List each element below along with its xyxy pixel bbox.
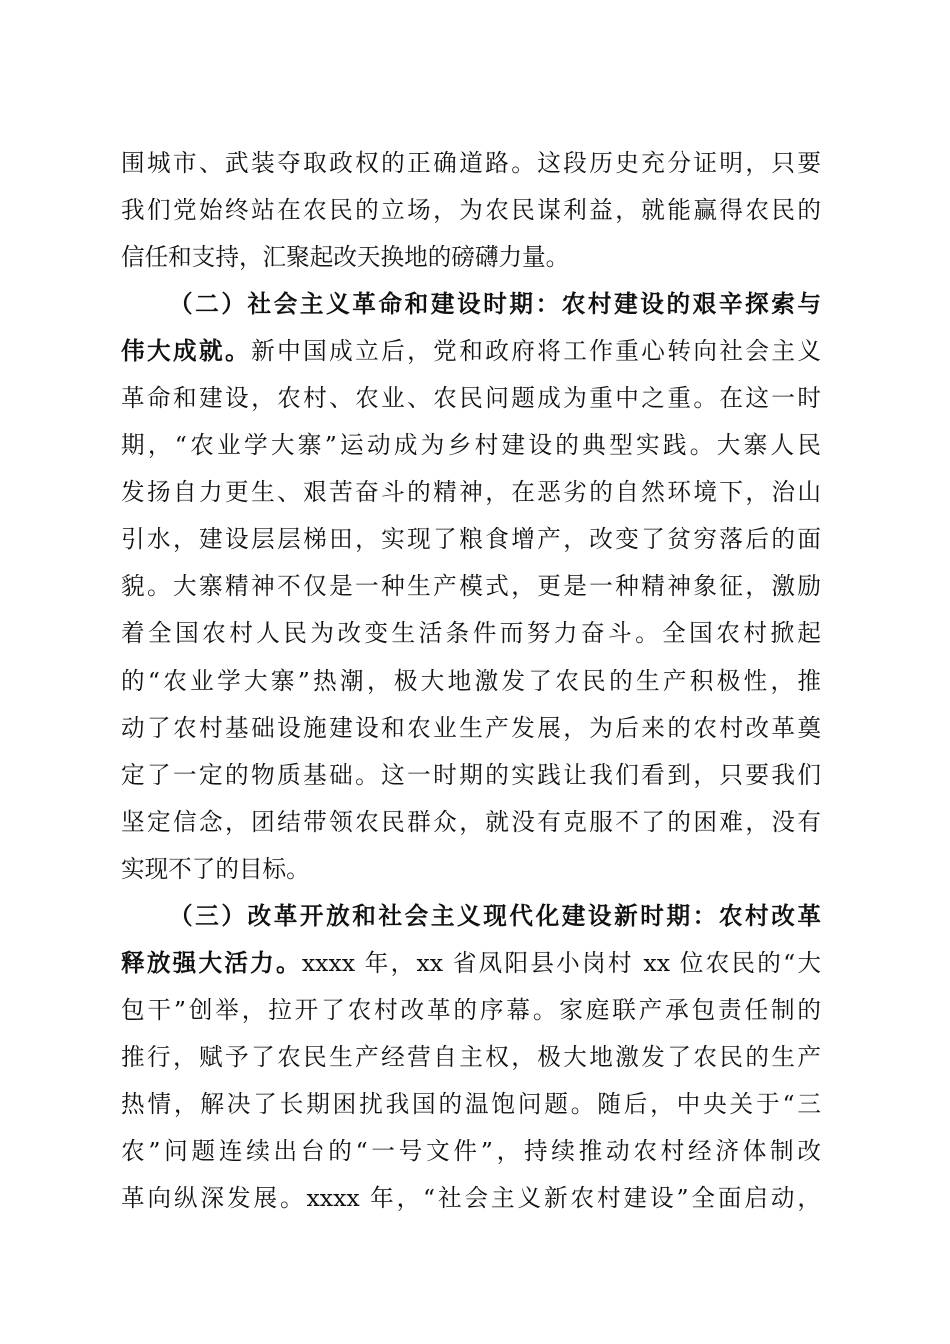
text-line: 包干”创举，拉开了农村改革的序幕。家庭联产承包责任制的 <box>121 995 821 1024</box>
text-line: 实现不了的目标。 <box>121 854 310 883</box>
paragraph-1 <box>121 140 821 281</box>
section-heading-3-end: 释放强大活力。 <box>121 948 302 977</box>
text-line: 信任和支持，汇聚起改天换地的磅礴力量。 <box>121 243 570 272</box>
text-line <box>121 328 821 375</box>
text-fragment: 新中国成立后，党和政府将工作重心转向社会主义 <box>251 337 821 366</box>
text-line: 革向纵深发展。xxxx 年，“社会主义新农村建设”全面启动， <box>121 1184 821 1213</box>
text-line <box>121 940 821 987</box>
paragraph-3 <box>121 893 821 1222</box>
text-fragment: xxxx 年，xx 省凤阳县小岗村 xx 位农民的“大 <box>301 948 821 977</box>
section-heading-2-end: 伟大成就。 <box>121 337 252 366</box>
text-line: 推行，赋予了农民生产经营自主权，极大地激发了农民的生产 <box>121 1042 821 1071</box>
paragraph-2 <box>121 281 821 893</box>
text-line: 我们党始终站在农民的立场，为农民谋利益，就能赢得农民的 <box>121 196 821 225</box>
text-line: 貌。大寨精神不仅是一种生产模式，更是一种精神象征，激励 <box>121 572 821 601</box>
text-line: 农”问题连续出台的“一号文件”，持续推动农村经济体制改 <box>121 1136 821 1165</box>
text-line: 发扬自力更生、艰苦奋斗的精神，在恶劣的自然环境下，治山 <box>121 478 821 507</box>
text-line: 定了一定的物质基础。这一时期的实践让我们看到，只要我们 <box>121 760 821 789</box>
text-line: 期，“农业学大寨”运动成为乡村建设的典型实践。大寨人民 <box>121 431 821 460</box>
text-line: 的“农业学大寨”热潮，极大地激发了农民的生产积极性，推 <box>121 666 821 695</box>
text-line: 热情，解决了长期困扰我国的温饱问题。随后，中央关于“三 <box>121 1089 821 1118</box>
text-line: 着全国农村人民为改变生活条件而努力奋斗。全国农村掀起 <box>121 619 821 648</box>
section-heading-2: （二）社会主义革命和建设时期：农村建设的艰辛探索与 <box>169 290 821 319</box>
text-line: 动了农村基础设施建设和农业生产发展，为后来的农村改革奠 <box>121 713 821 742</box>
section-heading-3: （三）改革开放和社会主义现代化建设新时期：农村改革 <box>169 901 821 930</box>
document-page <box>121 140 821 1222</box>
text-line: 引水，建设层层梯田，实现了粮食增产，改变了贫穷落后的面 <box>121 525 821 554</box>
text-line: 革命和建设，农村、农业、农民问题成为重中之重。在这一时 <box>121 384 821 413</box>
text-line: 围城市、武装夺取政权的正确道路。这段历史充分证明，只要 <box>121 149 821 177</box>
text-line: 坚定信念，团结带领农民群众，就没有克服不了的困难，没有 <box>121 807 821 836</box>
